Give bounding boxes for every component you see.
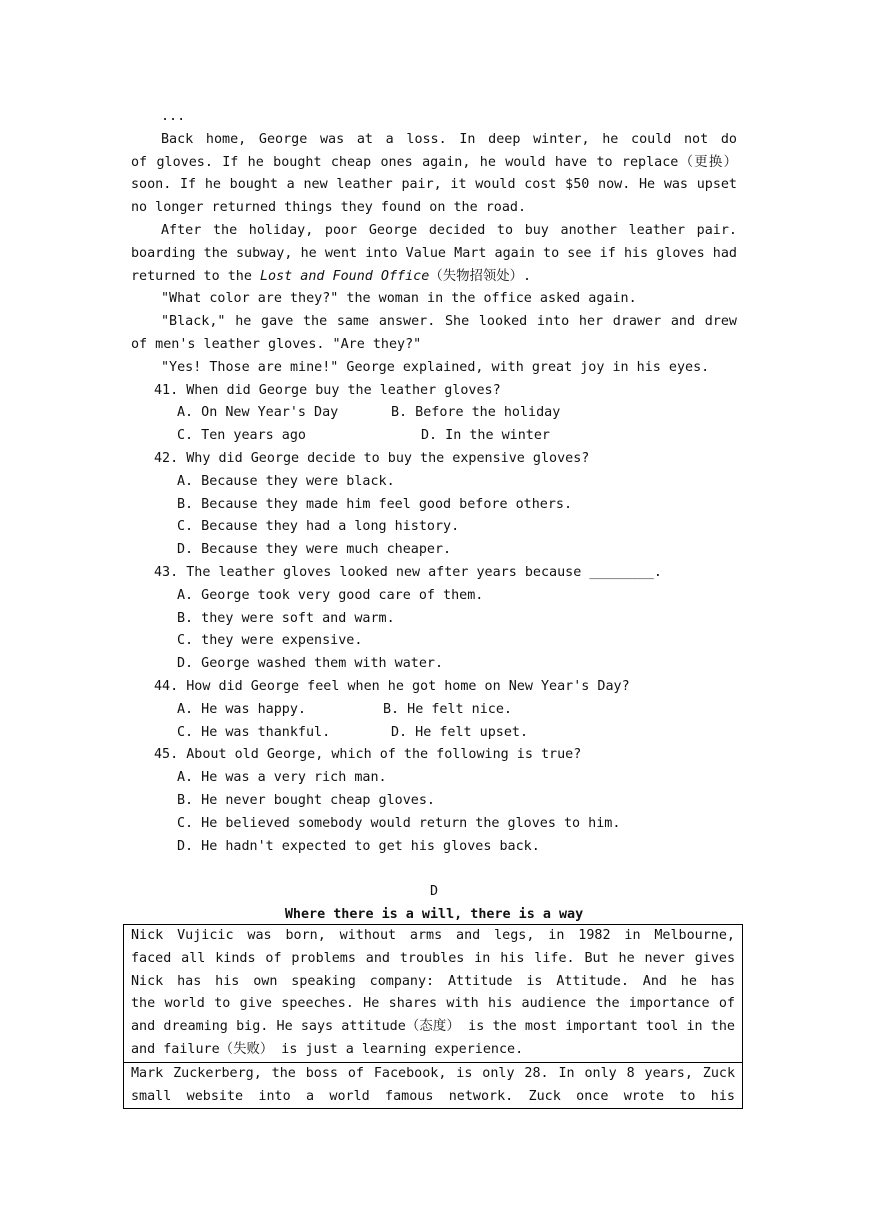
option[interactable]: B. Before the holiday: [391, 405, 561, 421]
info-cell-mark: [124, 1062, 742, 1109]
option[interactable]: A. On New Year's Day: [177, 405, 339, 421]
paragraph-line: "What color are they?" the woman in the office asked again.: [161, 291, 637, 307]
option[interactable]: A. Because they were black.: [177, 473, 395, 489]
lost-found-prefix: returned to the: [131, 268, 260, 284]
cell-line: faced all kinds of problems and troubles in his life. But he never gives: [131, 950, 735, 966]
lost-found-office: Lost and Found Office: [260, 268, 430, 284]
option[interactable]: D. He hadn't expected to get his gloves back.: [177, 838, 540, 854]
cell-line: and failure（失败） is just a learning experience.: [131, 1041, 524, 1057]
option[interactable]: D. George washed them with water.: [177, 656, 444, 672]
section-letter: D: [429, 884, 439, 900]
option[interactable]: B. they were soft and warm.: [177, 610, 395, 626]
option-row: [131, 699, 737, 722]
cell-line: Mark Zuckerberg, the boss of Facebook, is only 28. In only 8 years, Zuck: [131, 1065, 735, 1081]
option[interactable]: C. they were expensive.: [177, 633, 363, 649]
ellipsis: ...: [161, 109, 186, 124]
option[interactable]: B. Because they made him feel good before others.: [177, 496, 573, 512]
cell-line: and dreaming big. He says attitude（态度） is the most important tool in the: [131, 1019, 735, 1035]
option[interactable]: A. George took very good care of them.: [177, 587, 484, 603]
question-stem: 45. About old George, which of the following is true?: [154, 747, 582, 763]
paragraph-line: After the holiday, poor George decided to buy another leather pair.: [161, 222, 737, 238]
paragraph-line: "Black," he gave the same answer. She looked into her drawer and drew: [161, 314, 737, 330]
option[interactable]: D. Because they were much cheaper.: [177, 542, 452, 558]
option-row: [131, 425, 737, 448]
paragraph-line: [131, 266, 737, 289]
option[interactable]: B. He never bought cheap gloves.: [177, 792, 435, 808]
cell-line: Nick Vujicic was born, without arms and legs, in 1982 in Melbourne,: [131, 928, 735, 943]
cell-line: small website into a world famous network. Zuck once wrote to his: [131, 1088, 735, 1104]
question-stem: 44. How did George feel when he got home on New Year's Day?: [154, 678, 630, 694]
paragraph-line: "Yes! Those are mine!" George explained, with great joy in his eyes.: [161, 359, 710, 375]
option[interactable]: B. He felt nice.: [383, 701, 512, 717]
info-cell-nick: [124, 925, 742, 1062]
cell-line: the world to give speeches. He shares with his audience the importance of: [131, 996, 735, 1012]
option[interactable]: D. In the winter: [421, 428, 550, 444]
question-stem: 42. Why did George decide to buy the expensive gloves?: [154, 450, 590, 466]
passage-c: [131, 106, 737, 927]
paragraph-line: soon. If he bought a new leather pair, it would cost $50 now. He was upset: [131, 177, 737, 193]
paragraph-line: of gloves. If he bought cheap ones again, he would have to replace（更换）: [131, 154, 737, 170]
option[interactable]: C. He was thankful.: [177, 724, 331, 740]
question-stem: 43. The leather gloves looked new after years because ________.: [154, 564, 662, 580]
question-stem: 41. When did George buy the leather gloves?: [154, 382, 501, 398]
option-row: [131, 402, 737, 425]
option[interactable]: C. Ten years ago: [177, 428, 306, 444]
paragraph-line: boarding the subway, he went into Value Mart again to see if his gloves had: [131, 245, 737, 261]
info-table: [123, 924, 743, 1109]
option[interactable]: D. He felt upset.: [391, 724, 529, 740]
option[interactable]: C. Because they had a long history.: [177, 519, 460, 535]
option[interactable]: A. He was happy.: [177, 701, 306, 717]
paragraph-line: no longer returned things they found on the road.: [131, 200, 527, 216]
option[interactable]: A. He was a very rich man.: [177, 770, 387, 786]
cell-line: Nick has his own speaking company: Attitude is Attitude. And he has: [131, 973, 735, 989]
option-row: [131, 722, 737, 745]
lost-found-suffix: （失物招领处）.: [429, 268, 532, 284]
paragraph-line: Back home, George was at a loss. In deep winter, he could not do: [161, 131, 737, 147]
paragraph-line: of men's leather gloves. "Are they?": [131, 336, 422, 352]
option[interactable]: C. He believed somebody would return the gloves to him.: [177, 815, 621, 831]
section-title: Where there is a will, there is a way: [284, 906, 584, 922]
